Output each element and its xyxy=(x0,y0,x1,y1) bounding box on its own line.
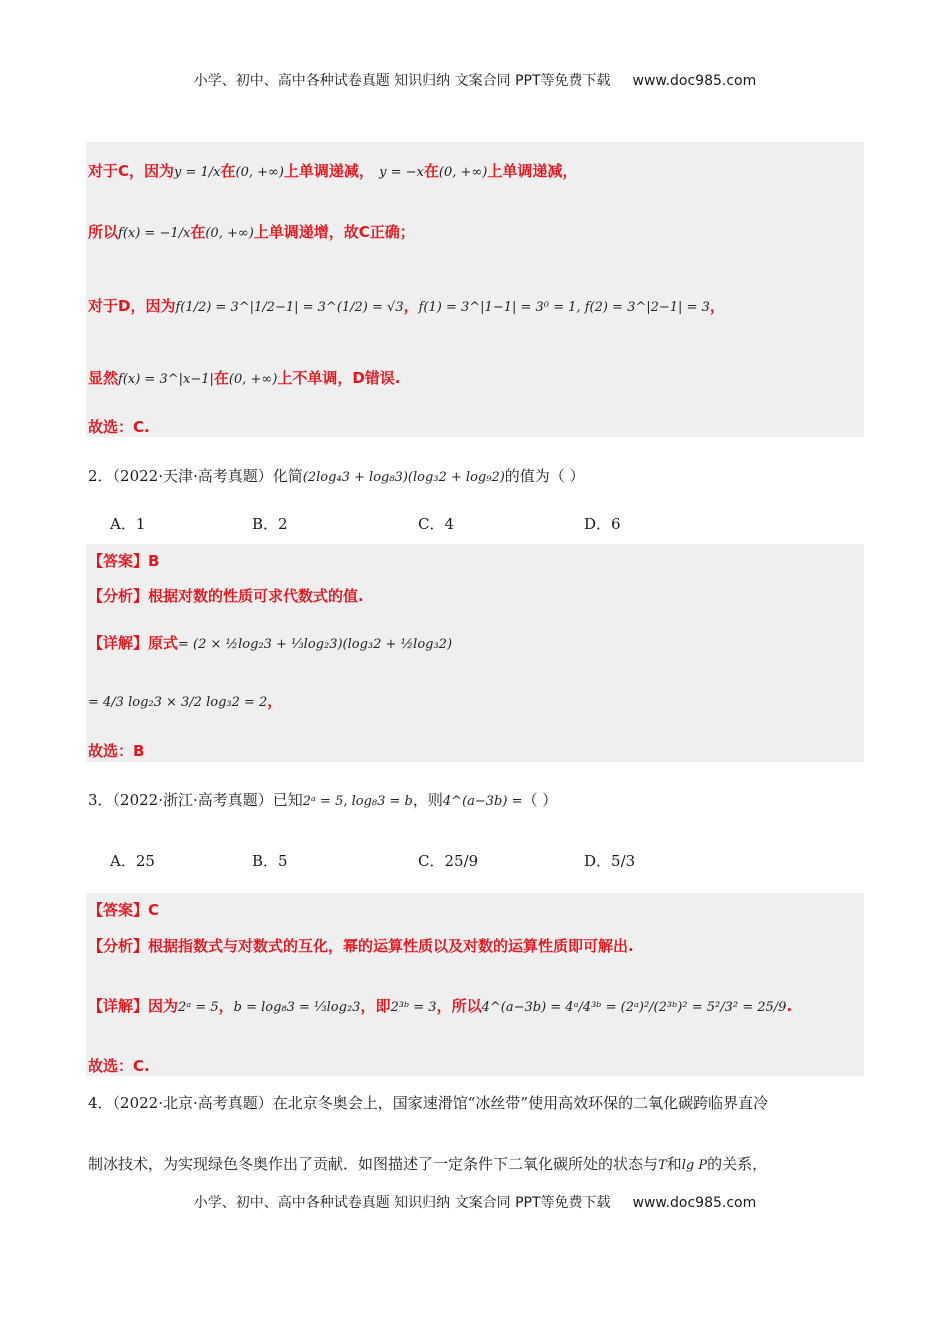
math-fx-abs: f(x) = 3^|x−1| xyxy=(118,372,214,387)
math-interval: (0, +∞) xyxy=(205,226,254,241)
text: 对于D，因为 xyxy=(88,297,176,315)
text: 在 xyxy=(220,162,236,180)
text: 显然 xyxy=(88,369,119,387)
footer-site[interactable]: www.doc985.com xyxy=(632,1195,757,1211)
text: 3．（2022·浙江·高考真题）已知 xyxy=(88,791,303,809)
math-fx: f(x) = −1/x xyxy=(118,226,191,241)
text: ，所以 xyxy=(436,997,482,1015)
math-y-1-over-x: y = 1/x xyxy=(174,165,221,180)
solution-box-q2 xyxy=(86,544,864,762)
solution-box-q1 xyxy=(86,142,864,437)
q2-detail-1 xyxy=(88,632,452,653)
math-q2-detail-1: = (2 × ½log₂3 + ⅓log₂3)(log₃2 + ½log₃2) xyxy=(178,637,453,652)
text: 上不单调，D错误. xyxy=(277,369,401,387)
q4-line-2 xyxy=(88,1153,767,1174)
text: . xyxy=(786,997,793,1015)
text: ， xyxy=(403,297,419,315)
text: 上单调递增，故C正确； xyxy=(253,223,415,241)
header-site[interactable]: www.doc985.com xyxy=(632,73,757,89)
math-q2-detail-2: = 4/3 log₂3 × 3/2 log₃2 = 2 xyxy=(88,695,268,710)
math-y-neg-x: y = −x xyxy=(379,165,424,180)
text: ，则 xyxy=(412,791,443,809)
text: 【详解】因为 xyxy=(88,997,179,1015)
q4-line-1: 4．（2022·北京·高考真题）在北京冬奥会上，国家速滑馆“冰丝带”使用高效环保的二氧化碳跨临界直冷 xyxy=(88,1094,769,1112)
q1-line-c2 xyxy=(88,221,415,242)
text: ， xyxy=(267,692,283,710)
q3-option-a[interactable]: A．25 xyxy=(110,852,155,870)
math-lgP: lg P xyxy=(681,1158,708,1173)
q3-option-d[interactable]: D．5/3 xyxy=(584,852,636,870)
math-f-half: f(1/2) = 3^|1/2−1| = 3^(1/2) = √3 xyxy=(175,300,404,315)
q1-choice: 故选：C. xyxy=(88,418,150,436)
q2-analysis: 【分析】根据对数的性质可求代数式的值. xyxy=(88,587,364,605)
q2-option-c[interactable]: C．4 xyxy=(418,515,455,533)
text: 的关系， xyxy=(707,1155,768,1173)
q1-line-d2 xyxy=(88,367,400,388)
page-header xyxy=(0,70,950,90)
q2-answer: 【答案】B xyxy=(88,552,160,570)
q3-choice: 故选：C. xyxy=(88,1057,150,1075)
q2-option-b[interactable]: B．2 xyxy=(252,515,288,533)
q3-analysis: 【分析】根据指数式与对数式的互化，幂的运算性质以及对数的运算性质即可解出. xyxy=(88,937,634,955)
math-q2-expression: (2log₄3 + log₈3)(log₃2 + log₉2) xyxy=(302,470,505,485)
footer-text: 小学、初中、高中各种试卷真题 知识归纳 文案合同 PPT等免费下载 xyxy=(193,1195,611,1211)
q3-option-c[interactable]: C．25/9 xyxy=(418,852,479,870)
text: 和 xyxy=(666,1155,682,1173)
math-interval: (0, +∞) xyxy=(235,165,284,180)
q3-detail xyxy=(88,995,792,1016)
math-f1-f2: f(1) = 3^|1−1| = 3⁰ = 1, f(2) = 3^|2−1| = 3 xyxy=(418,300,710,315)
q2-stem xyxy=(88,465,585,486)
q3-answer: 【答案】C xyxy=(88,901,160,919)
text: 的值为（ ） xyxy=(504,467,585,485)
text: （ ） xyxy=(522,791,558,809)
q2-detail-2 xyxy=(88,690,282,711)
text: ，即 xyxy=(360,997,391,1015)
math-q3-d: 4^(a−3b) = 4ᵃ/4³ᵇ = (2ᵃ)²/(2³ᵇ)² = 5²/3² = 25/9 xyxy=(481,1000,787,1015)
math-interval: (0, +∞) xyxy=(438,165,488,180)
text: 制冰技术，为实现绿色冬奥作出了贡献．如图描述了一定条件下二氧化碳所处的状态与 xyxy=(88,1155,659,1173)
text: ， xyxy=(709,297,725,315)
q2-choice: 故选：B xyxy=(88,742,145,760)
math-q3-ask: 4^(a−3b) = xyxy=(442,794,523,809)
solution-box-q3 xyxy=(86,893,864,1076)
math-interval: (0, +∞) xyxy=(228,372,278,387)
math-q3-c: 2³ᵇ = 3 xyxy=(390,1000,437,1015)
math-q3-given: 2ᵃ = 5, log₈3 = b xyxy=(302,794,413,809)
q3-stem xyxy=(88,789,557,810)
text: 上单调递减， xyxy=(487,162,578,180)
math-q3-a: 2ᵃ = 5 xyxy=(178,1000,219,1015)
q2-option-d[interactable]: D．6 xyxy=(584,515,621,533)
page-footer xyxy=(0,1192,950,1212)
text: 对于C，因为 xyxy=(88,162,175,180)
math-T: T xyxy=(658,1158,667,1173)
text: 上单调递减， xyxy=(283,162,374,180)
q3-option-b[interactable]: B．5 xyxy=(252,852,288,870)
q1-line-d1 xyxy=(88,295,725,316)
text: 在 xyxy=(213,369,229,387)
q1-line-c1 xyxy=(88,160,577,181)
text: 【详解】原式 xyxy=(88,634,179,652)
text: 在 xyxy=(423,162,439,180)
text: ， xyxy=(218,997,234,1015)
text: 所以 xyxy=(88,223,119,241)
text: 在 xyxy=(190,223,206,241)
header-text: 小学、初中、高中各种试卷真题 知识归纳 文案合同 PPT等免费下载 xyxy=(193,73,611,89)
math-q3-b: b = log₈3 = ⅓log₂3 xyxy=(233,1000,361,1015)
text: 2．（2022·天津·高考真题）化简 xyxy=(88,467,303,485)
q2-option-a[interactable]: A．1 xyxy=(110,515,146,533)
